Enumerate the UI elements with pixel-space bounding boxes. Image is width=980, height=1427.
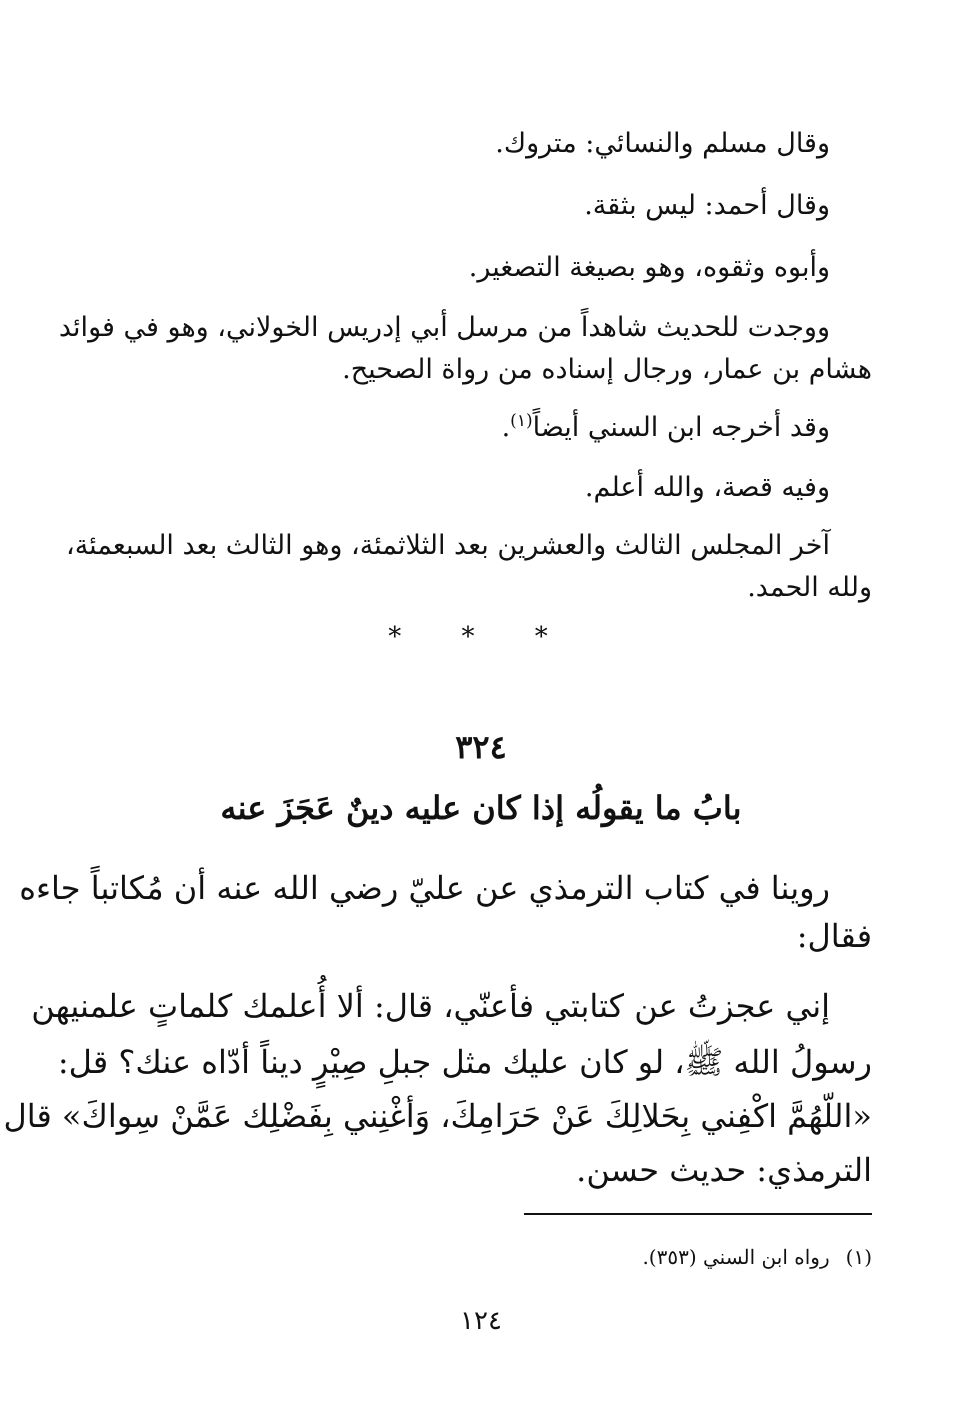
footnote — [90, 1242, 872, 1272]
text-line-segment: . — [501, 412, 511, 443]
text-line: وفيه قصة، والله أعلم. — [584, 472, 830, 503]
text-line: فقال: — [796, 917, 872, 955]
text-line: روينا في كتاب الترمذي عن عليّ رضي الله عنه أن مُكاتباً جاءه — [19, 869, 830, 907]
text-line: وقال أحمد: ليس بثقة. — [584, 190, 830, 221]
footnote-number: (١) — [845, 1245, 872, 1269]
section-separator: * * * — [388, 622, 574, 652]
page-number: ١٢٤ — [460, 1306, 502, 1336]
text-line: آخر المجلس الثالث والعشرين بعد الثلاثمئة، وهو الثالث بعد السبعمئة، — [65, 530, 830, 561]
text-line: رسولُ الله ﷺ، لو كان عليك مثل جبلِ صِيْرٍ ديناً أدّاه عنك؟ قل: — [57, 1043, 872, 1081]
text-line: وأبوه وثقوه، وهو بصيغة التصغير. — [468, 252, 830, 283]
text-line: «اللّهُمَّ اكْفِني بِحَلالِكَ عَنْ حَرَامِكَ، وَأغْنِني بِفَضْلِك عَمَّنْ سِواكَ» قال — [3, 1097, 872, 1135]
footnote-reference: (١) — [510, 411, 533, 431]
text-line: ووجدت للحديث شاهداً من مرسل أبي إدريس الخولاني، وهو في فوائد — [58, 312, 830, 343]
text-line: هشام بن عمار، ورجال إسناده من رواة الصحيح. — [342, 354, 872, 385]
text-line: ولله الحمد. — [747, 572, 872, 603]
chapter-number: ٣٢٤ — [455, 728, 507, 766]
footnote-divider — [524, 1213, 872, 1215]
chapter-title: بابُ ما يقولُه إذا كان عليه دينٌ عَجَزَ عنه — [220, 789, 742, 827]
text-line — [90, 408, 872, 448]
text-line: إني عجزتُ عن كتابتي فأعنّي، قال: ألا أُعلمك كلماتٍ علمنيهن — [31, 987, 830, 1025]
footnote-text: رواه ابن السني (٣٥٣). — [642, 1245, 830, 1269]
text-line: الترمذي: حديث حسن. — [576, 1151, 872, 1189]
book-page — [3, 0, 872, 1427]
text-line: وقال مسلم والنسائي: متروك. — [495, 128, 830, 159]
text-line-segment: وقد أخرجه ابن السني أيضاً — [532, 412, 830, 443]
